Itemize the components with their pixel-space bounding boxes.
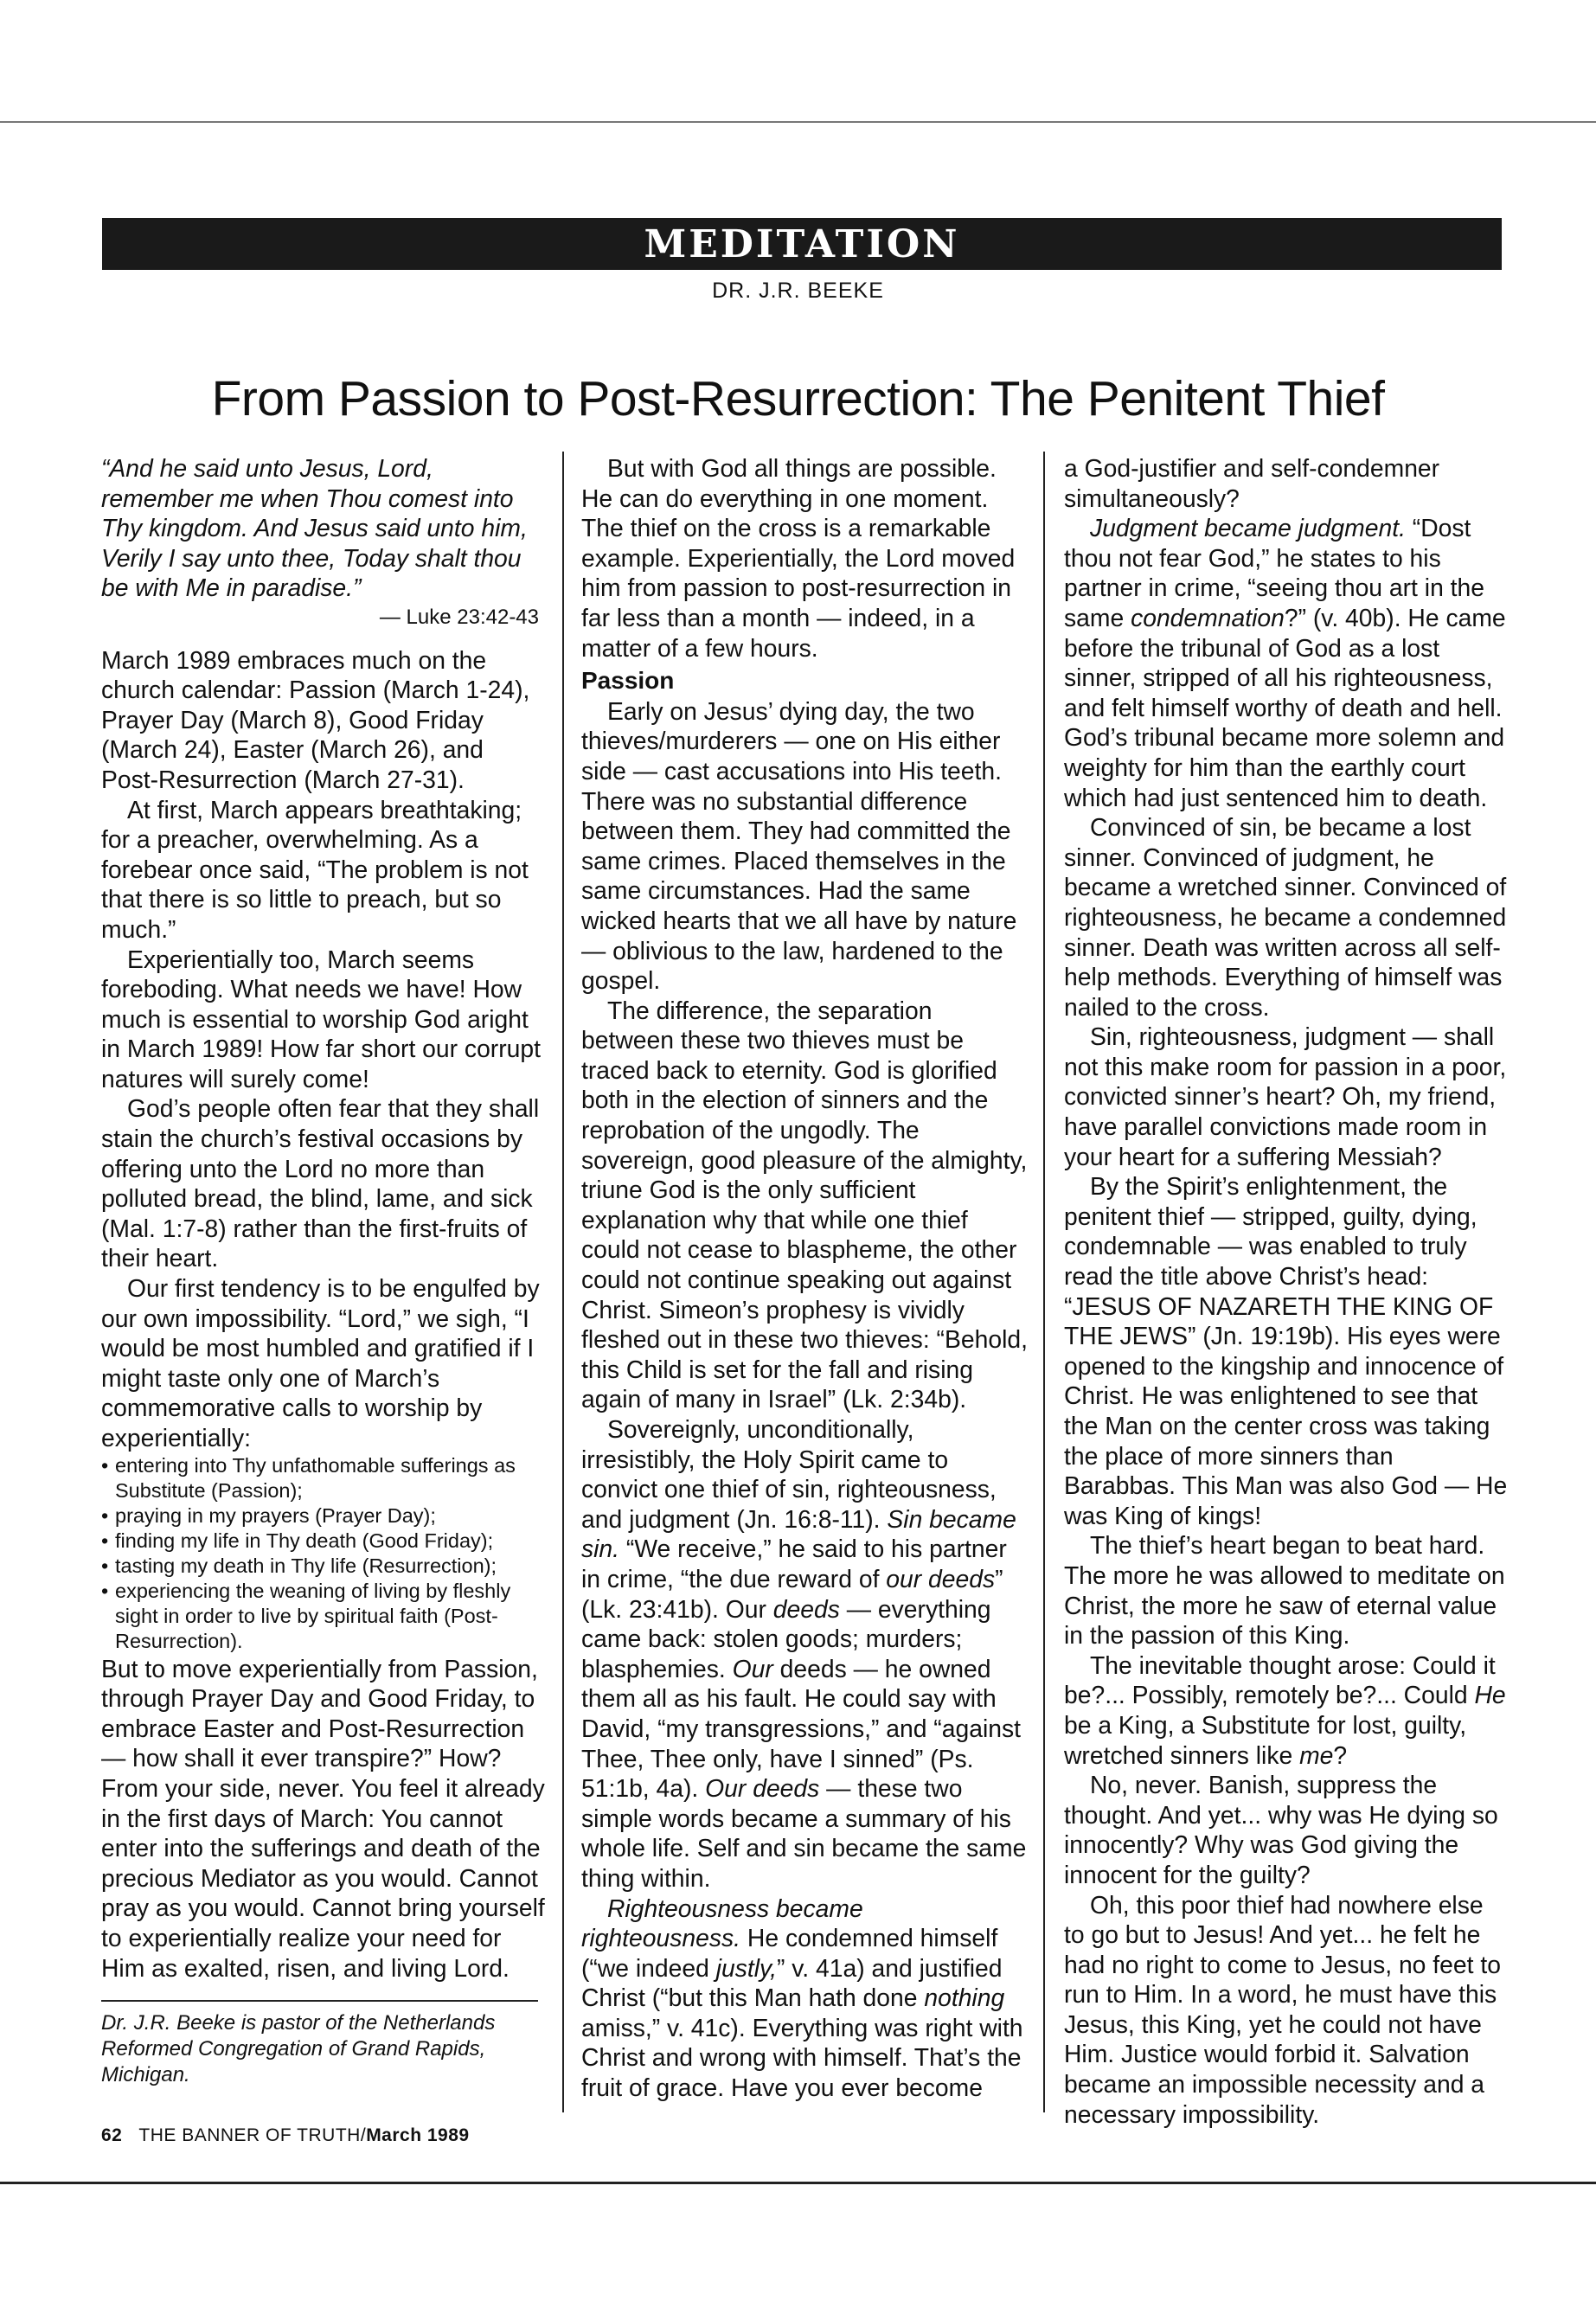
section-heading: Passion [581,667,675,695]
paragraph: Oh, this poor thief had nowhere else to go but to Jesus! And yet... he felt he had no right to come to Jesus, no feet to run to Him. In a word, he must have this Jesus, this King, yet he could not have Him. Justice would forbid it. Salvation became an impossible necessity and a necessary impossibility. [1064,1890,1501,2128]
emphasis: Judgment became judgment. [1090,514,1406,542]
text-run: Sovereignly, unconditionally, irresistibly, the Holy Spirit came to convict one thief of sin, righteousness, and judgment (Jn. 16:8-11). [581,1415,997,1533]
text-run: ? [1333,1740,1348,1769]
paragraph [581,1414,1028,1894]
paragraph: The difference, the separation between these two thieves must be traced back to eternity. God is glorified both in the election of sinners and the reprobation of the ungodly. The sovereign, good pleasure of the almighty, triune God is the only sufficient explanation why that while one thief could not cease to blaspheme, the other could not continue speaking out against Christ. Simeon’s prophesy is vividly fleshed out in these two thieves: “Behold, this Child is set for the fall and rising again of many in Israel” (Lk. 2:34b). [581,996,1028,1413]
column-divider [562,452,564,2112]
text-run: ” (Lk. 23:41b). Our [581,1564,1003,1623]
paragraph: a God-justifier and self-condemner simultaneously? [1064,454,1440,512]
paragraph: Our first tendency is to be engulfed by our own impossibility. “Lord,” we sigh, “I would be most humbled and gratified if I might taste only one of March’s commemorative calls to worship by experientially: [101,1274,540,1452]
emphasis: Our deeds [705,1774,820,1803]
author-byline: DR. J.R. BEEKE [712,279,884,303]
text-run: He condemned himself (“we indeed [581,1924,998,1982]
paragraph [1064,513,1510,812]
list-item: • praying in my prayers (Prayer Day); [101,1503,546,1529]
text-run: deeds — he owned them all as his fault. He could say with David, “my transgressions,” and “against Thee, Thee only, have I sinned” (Ps. 51:1b, 4a). [581,1654,1021,1803]
paragraph: Sin, righteousness, judgment — shall not this make room for passion in a poor, convicted sinner’s heart? Oh, my friend, have parallel convictions made room in your heart for a suffering Messiah? [1064,1022,1507,1170]
footer-separator: / [360,2125,367,2145]
paragraph: By the Spirit’s enlightenment, the penitent thief — stripped, guilty, dying, condemnable — was enabled to truly read the title above Christ’s head: “JESUS OF NAZARETH THE KING OF THE JEWS” (Jn. 19:19b). His eyes were opened to the kingship and innocence of Christ. He was enlightened to see that the Man on the center cross was taking the place of more sinners than Barabbas. This Man was also God — He was King of kings! [1064,1172,1508,1529]
list-item: • finding my life in Thy death (Good Friday); [101,1529,546,1554]
paragraph: God’s people often fear that they shall stain the church’s festival occasions by offering unto the Lord no more than polluted bread, the blind, lame, and sick (Mal. 1:7-8) rather than the first-fruits of their heart. [101,1094,540,1272]
emphasis: our deeds [886,1564,996,1593]
paragraph: But to move experientially from Passion, through Prayer Day and Good Friday, to embrace Easter and Post-Resurrection — how shall it ever transpire?” How? From your side, never. You feel it already in the first days of March: You cannot enter into the sufferings and death of the precious Mediator as you would. Cannot pray as you would. Cannot bring yourself to experientially realize your need for Him as exalted, risen, and living Lord. [101,1654,545,1982]
text-run: The inevitable thought arose: Could it be?... Possibly, remotely be?... Could [1064,1650,1496,1709]
bio-divider [101,2000,538,2002]
emphasis: nothing [924,1984,1005,2012]
list-item: • entering into Thy unfathomable sufferings as Substitute (Passion); [101,1453,546,1503]
text-run: — everything came back: stolen goods; murders; blasphemies. [581,1594,991,1682]
article-title: From Passion to Post-Resurrection: The Penitent Thief [211,371,1385,426]
page-footer [101,2125,470,2146]
section-label: MEDITATION [644,221,960,266]
text-run: — these two simple words became a summary of his whole life. Self and sin became the same thing within. [581,1774,1027,1892]
emphasis: He [1474,1681,1506,1709]
emphasis: Sin became sin. [581,1504,1016,1563]
emphasis: condemnation [1131,603,1285,631]
paragraph: Experientially too, March seems foreboding. What needs we have! How much is essential to worship God aright in March 1989! How far short our corrupt natures will surely come! [101,945,541,1093]
page-number: 62 [101,2125,123,2145]
emphasis: me [1299,1740,1334,1769]
issue-date: March 1989 [366,2125,470,2145]
section-banner [102,218,1502,270]
emphasis: Our [732,1654,773,1682]
text-run: amiss,” v. 41c). Everything was right with Christ and wrong with himself. That’s the fruit of grace. Have you ever become [581,2013,1023,2102]
paragraph: At first, March appears breathtaking; for a preacher, overwhelming. As a forebear once said, “The problem is not that there is so little to preach, but so much.” [101,795,529,943]
text-run: ” v. 41a) and justified Christ (“but this Man hath done [581,1953,1003,2012]
paragraph: No, never. Banish, suppress the thought. And yet... why was He dying so innocently? Why was God giving the innocent for the guilty? [1064,1771,1498,1888]
paragraph: The thief’s heart began to beat hard. The more he was allowed to meditate on Christ, the more he saw of eternal value in the passion of this King. [1064,1531,1505,1650]
paragraph [581,1894,1028,2103]
paragraph: Convinced of sin, be became a lost sinner. Convinced of judgment, he became a wretched sinner. Convinced of righteousness, he became a condemned sinner. Death was written across all self-help methods. Everything of himself was nailed to the cross. [1064,813,1507,1021]
paragraph [1064,1650,1510,1770]
column-divider [1043,452,1045,2112]
author-bio: Dr. J.R. Beeke is pastor of the Netherlands Reformed Congregation of Grand Rapids, Michigan. [101,2011,496,2087]
paragraph: Early on Jesus’ dying day, the two thieves/murderers — one on His either side — cast accusations into His teeth. There was no substantial difference between them. They had committed the same crimes. Placed themselves in the same circumstances. Had the same wicked hearts that we all have by nature — oblivious to the law, hardened to the gospel. [581,696,1017,995]
emphasis: justly, [715,1953,777,1982]
epigraph-citation: — Luke 23:42-43 [379,605,539,629]
paragraph: But with God all things are possible. He can do everything in one moment. The thief on the cross is a remarkable example. Experientially, the Lord moved him from passion to post-resurrection in far less than a month — indeed, in a matter of a few hours. [581,454,1016,662]
text-run: “We receive,” he said to his partner in crime, “the due reward of [581,1535,1007,1593]
list-item: • experiencing the weaning of living by fleshly sight in order to live by spiritual faith (Post-Resurrection). [101,1579,546,1654]
bullet-list [101,1453,546,1654]
text-run: “Dost thou not fear God,” he states to his partner in crime, “seeing thou art in the same [1064,514,1485,631]
column-2 [581,453,1028,2103]
text-run: ?” (v. 40b). He came before the tribunal of God as a lost sinner, stripped of all his righteousness, and felt himself worthy of death and hell. God’s tribunal became more solemn and weighty for him than the earthly court which had just sentenced him to death. [1064,603,1506,811]
text-run: be a King, a Substitute for lost, guilty, wretched sinners like [1064,1710,1467,1769]
emphasis: Righteousness became righteousness. [581,1894,863,1952]
column-3 [1064,453,1510,2129]
emphasis: deeds [772,1594,840,1623]
column-1 [101,453,546,2088]
list-item: • tasting my death in Thy life (Resurrection); [101,1554,546,1579]
epigraph: “And he said unto Jesus, Lord, remember me when Thou comest into Thy kingdom. And Jesus said unto him, Verily I say unto thee, Today shalt thou be with Me in paradise.” [101,454,528,602]
paragraph: March 1989 embraces much on the church calendar: Passion (March 1-24), Prayer Day (March 8), Good Friday (March 24), Easter (March 26), and Post-Resurrection (March 27-31). [101,645,530,793]
publication-name: THE BANNER OF TRUTH [138,2125,361,2145]
